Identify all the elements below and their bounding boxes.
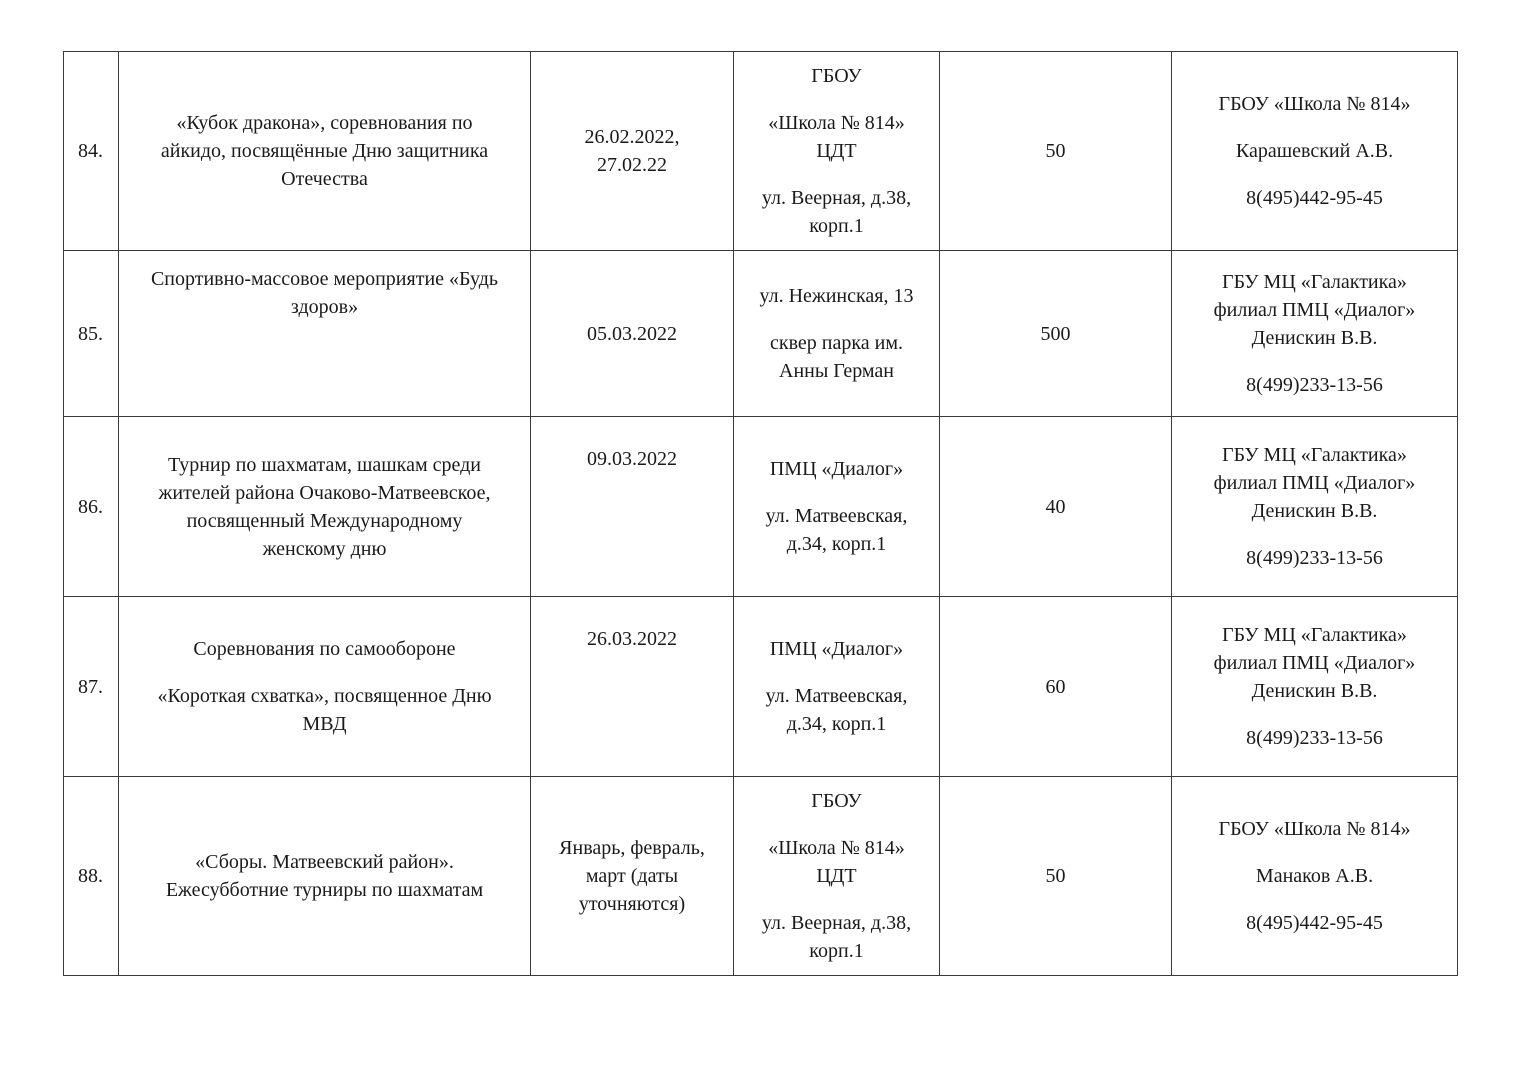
row-number: 87.	[64, 597, 119, 777]
participant-count: 500	[1040, 322, 1071, 345]
event-text: Спортивно-массовое мероприятие «Будь здоров»	[150, 268, 499, 318]
organizer-line: Карашевский А.В.	[1235, 140, 1394, 162]
place-line: «Школа № 814» ЦДТ	[768, 112, 905, 162]
participant-count: 50	[1045, 865, 1066, 887]
organizer-cell	[1172, 251, 1458, 417]
event-text: Соревнования по самообороне	[193, 638, 456, 660]
participant-count: 40	[1045, 495, 1066, 518]
organizer-line: ГБУ МЦ «Галактика» филиал ПМЦ «Диалог» Денискин В.В.	[1213, 444, 1416, 522]
events-table	[63, 51, 1458, 976]
organizer-phone: 8(499)233-13-56	[1246, 547, 1383, 569]
event-text: «Кубок дракона», соревнования по айкидо, посвящённые Дню защитника Отечества	[160, 112, 489, 190]
event-cell	[119, 777, 531, 976]
organizer-cell	[1172, 52, 1458, 251]
place-line: ул. Веерная, д.38, корп.1	[761, 912, 912, 962]
organizer-cell	[1172, 777, 1458, 976]
event-cell	[119, 251, 531, 417]
place-line: сквер парка им. Анны Герман	[769, 332, 904, 382]
place-line: ПМЦ «Диалог»	[769, 638, 904, 660]
row-number: 88.	[64, 777, 119, 976]
event-text: «Сборы. Матвеевский район». Ежесубботние турниры по шахматам	[165, 851, 484, 901]
place-line: «Школа № 814» ЦДТ	[768, 837, 905, 887]
event-date: 05.03.2022	[587, 322, 677, 345]
count-cell	[940, 597, 1172, 777]
participant-count: 50	[1045, 140, 1066, 162]
place-line: ПМЦ «Диалог»	[769, 458, 904, 480]
event-cell	[119, 52, 531, 251]
count-cell	[940, 777, 1172, 976]
date-cell	[531, 251, 734, 417]
organizer-line: Манаков А.В.	[1255, 865, 1374, 887]
organizer-cell	[1172, 417, 1458, 597]
organizer-line: ГБУ МЦ «Галактика» филиал ПМЦ «Диалог» Денискин В.В.	[1213, 624, 1416, 702]
event-text: «Короткая схватка», посвященное Дню МВД	[157, 685, 492, 735]
place-line: ул. Матвеевская, д.34, корп.1	[765, 505, 908, 555]
count-cell	[940, 52, 1172, 251]
place-cell	[734, 777, 940, 976]
table-row	[64, 251, 1458, 417]
organizer-line: ГБУ МЦ «Галактика» филиал ПМЦ «Диалог» Денискин В.В.	[1213, 271, 1416, 349]
organizer-cell	[1172, 597, 1458, 777]
place-cell	[734, 251, 940, 417]
event-cell	[119, 417, 531, 597]
event-date: 09.03.2022	[587, 448, 677, 470]
organizer-line: ГБОУ «Школа № 814»	[1218, 818, 1411, 840]
place-line: ГБОУ	[811, 65, 862, 87]
table-row	[64, 52, 1458, 251]
count-cell	[940, 251, 1172, 417]
event-date: Январь, февраль, март (даты уточняются)	[559, 837, 705, 915]
table-row	[64, 597, 1458, 777]
date-cell	[531, 52, 734, 251]
row-number: 85.	[64, 251, 119, 417]
row-number: 84.	[64, 52, 119, 251]
count-cell	[940, 417, 1172, 597]
place-line: ул. Веерная, д.38, корп.1	[761, 187, 912, 237]
place-cell	[734, 52, 940, 251]
row-number: 86.	[64, 417, 119, 597]
date-cell	[531, 777, 734, 976]
event-text: Турнир по шахматам, шашкам среди жителей района Очаково-Матвеевское, посвященный Международному женскому дню	[158, 453, 491, 560]
event-date: 26.02.2022, 27.02.22	[584, 126, 680, 176]
place-line: ул. Матвеевская, д.34, корп.1	[765, 685, 908, 735]
place-cell	[734, 597, 940, 777]
organizer-phone: 8(499)233-13-56	[1246, 374, 1383, 396]
organizer-phone: 8(495)442-95-45	[1246, 187, 1383, 209]
place-cell	[734, 417, 940, 597]
event-cell	[119, 597, 531, 777]
date-cell	[531, 417, 734, 597]
participant-count: 60	[1045, 675, 1066, 698]
place-line: ул. Нежинская, 13	[759, 285, 914, 307]
table-row	[64, 417, 1458, 597]
place-line: ГБОУ	[811, 790, 862, 812]
date-cell	[531, 597, 734, 777]
event-date: 26.03.2022	[587, 628, 677, 650]
organizer-line: ГБОУ «Школа № 814»	[1218, 93, 1411, 115]
table-row	[64, 777, 1458, 976]
organizer-phone: 8(499)233-13-56	[1246, 727, 1383, 749]
organizer-phone: 8(495)442-95-45	[1246, 912, 1383, 934]
